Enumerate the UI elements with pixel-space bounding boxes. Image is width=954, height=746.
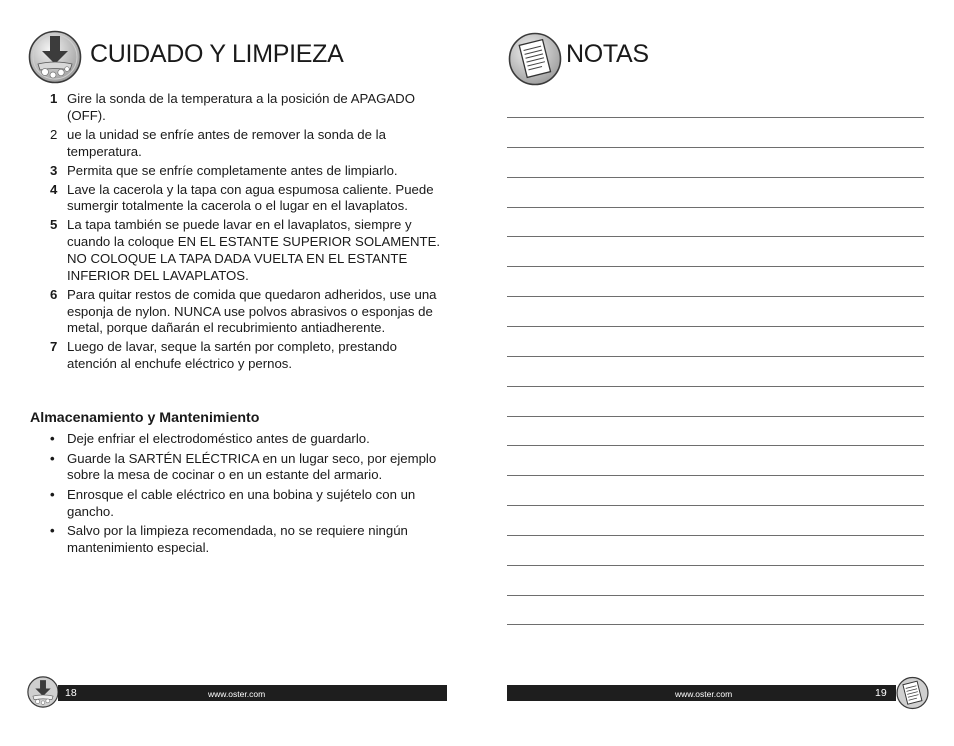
- note-line: [507, 266, 924, 267]
- section-heading: Almacenamiento y Mantenimiento: [30, 410, 260, 426]
- note-line: [507, 207, 924, 208]
- bullet-dot: •: [50, 431, 55, 446]
- list-item: [30, 182, 448, 216]
- note-line: [507, 177, 924, 178]
- note-line: [507, 416, 924, 417]
- note-line: [507, 117, 924, 118]
- note-line: [507, 565, 924, 566]
- step-text: Gire la sonda de la temperatura a la posición de APAGADO (OFF).: [67, 91, 415, 123]
- bullet-text: Salvo por la limpieza recomendada, no se requiere ningún mantenimiento especial.: [67, 523, 408, 556]
- note-line: [507, 326, 924, 327]
- bullet-text: Deje enfriar el electrodoméstico antes de guardarlo.: [67, 431, 370, 446]
- step-number: 7: [50, 339, 58, 355]
- notepad-icon: [896, 676, 929, 710]
- note-line: [507, 535, 924, 536]
- bullet-dot: •: [50, 450, 55, 466]
- page-footer: [507, 685, 896, 701]
- list-item: [30, 431, 448, 448]
- step-number: 2: [50, 126, 58, 142]
- step-number: 3: [50, 162, 58, 178]
- list-item: [30, 487, 448, 521]
- list-item: [30, 287, 448, 337]
- page-number: 19: [875, 687, 887, 699]
- note-line: [507, 296, 924, 297]
- note-line: [507, 236, 924, 237]
- page-number: 18: [65, 687, 77, 699]
- list-item: [30, 163, 448, 180]
- note-line: [507, 445, 924, 446]
- care-steps-list: [30, 91, 448, 375]
- step-number: 6: [50, 286, 58, 302]
- cleaning-sink-icon: [28, 30, 82, 84]
- footer-url: www.oster.com: [208, 689, 266, 699]
- note-line: [507, 475, 924, 476]
- step-text: La tapa también se puede lavar en el lavaplatos, siempre y cuando la coloque EN EL ESTANTE SUPERIOR SOLAMENTE. NO COLOQUE LA TAPA DADA VUELTA EN EL ESTANTE INFERIOR DEL LAVAPLATOS.: [67, 217, 441, 283]
- notepad-icon: [508, 31, 562, 87]
- list-item: [30, 91, 448, 125]
- note-line: [507, 147, 924, 148]
- note-line: [507, 624, 924, 625]
- bullet-dot: •: [50, 486, 55, 502]
- note-line: [507, 595, 924, 596]
- list-item: [30, 217, 448, 284]
- step-text: Permita que se enfríe completamente antes de limpiarlo.: [67, 162, 398, 178]
- list-item: [30, 523, 448, 557]
- note-line: [507, 386, 924, 387]
- page-title: NOTAS: [566, 40, 649, 68]
- step-text: Lave la cacerola y la tapa con agua espumosa caliente. Puede sumergir totalmente la cacerola o el lugar en el lavaplatos.: [67, 181, 434, 214]
- step-number: 4: [50, 181, 58, 197]
- bullet-dot: •: [50, 523, 55, 539]
- page-footer: [58, 685, 447, 701]
- cleaning-sink-icon: [27, 676, 59, 708]
- list-item: [30, 451, 448, 485]
- step-text: ue la unidad se enfríe antes de remover la sonda de la temperatura.: [67, 126, 386, 159]
- note-line: [507, 356, 924, 357]
- step-text: Para quitar restos de comida que quedaron adheridos, use una esponja de nylon. NUNCA use polvos abrasivos o esponjas de metal, porque dañarán el recubrimiento antiadherente.: [67, 286, 437, 336]
- bullet-text: Enrosque el cable eléctrico en una bobina y sujételo con un gancho.: [67, 486, 416, 519]
- step-number: 5: [50, 217, 58, 233]
- page-title: CUIDADO Y LIMPIEZA: [90, 40, 344, 68]
- step-number: 1: [50, 91, 58, 106]
- list-item: [30, 339, 448, 373]
- bullet-text: Guarde la SARTÉN ELÉCTRICA en un lugar seco, por ejemplo sobre la mesa de cocinar o en un estante del armario.: [67, 450, 437, 483]
- list-item: [30, 127, 448, 161]
- step-text: Luego de lavar, seque la sartén por completo, prestando atención al enchufe eléctrico y pernos.: [67, 339, 397, 372]
- footer-url: www.oster.com: [675, 689, 733, 699]
- note-line: [507, 505, 924, 506]
- storage-bullets-list: [30, 431, 448, 560]
